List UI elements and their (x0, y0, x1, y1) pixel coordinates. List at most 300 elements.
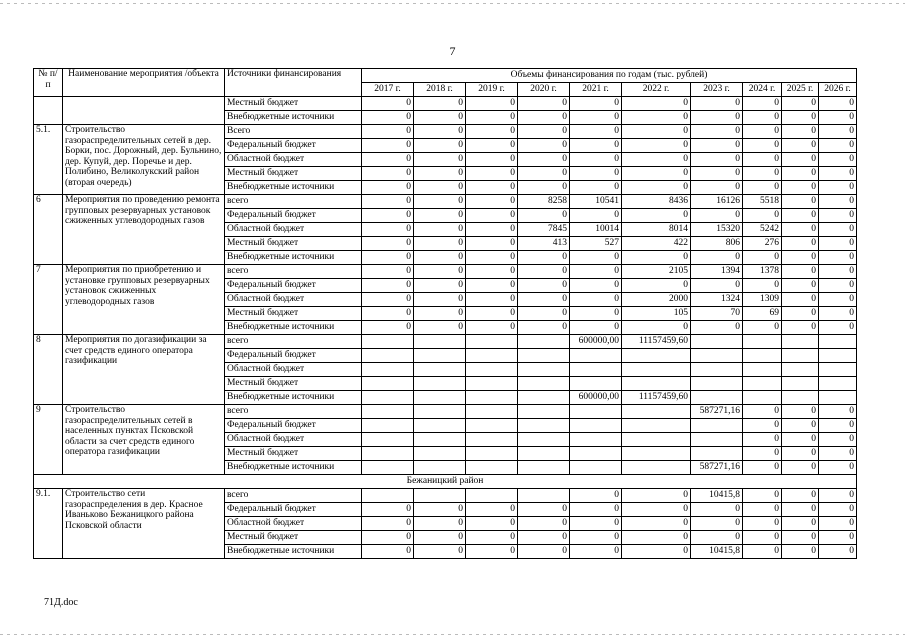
header-year: 2017 г. (362, 83, 414, 97)
amount-cell: 0 (691, 251, 743, 265)
amount-cell (622, 405, 691, 419)
amount-cell: 0 (819, 209, 857, 223)
amount-cell (782, 377, 819, 391)
amount-cell: 0 (466, 321, 518, 335)
amount-cell: 15320 (691, 223, 743, 237)
header-year: 2020 г. (518, 83, 570, 97)
amount-cell (570, 433, 622, 447)
amount-cell: 0 (362, 181, 414, 195)
item-name: Мероприятия по приобретению и установке групповых резервуарных установок сжиженных углеводородных газов (63, 265, 225, 335)
financing-table (33, 68, 857, 559)
amount-cell: 0 (466, 265, 518, 279)
header-year: 2024 г. (743, 83, 782, 97)
amount-cell (518, 419, 570, 433)
amount-cell: 0 (743, 181, 782, 195)
amount-cell: 0 (782, 125, 819, 139)
amount-cell: 0 (782, 223, 819, 237)
amount-cell (570, 349, 622, 363)
amount-cell: 0 (518, 293, 570, 307)
amount-cell: 0 (622, 181, 691, 195)
amount-cell: 0 (622, 321, 691, 335)
amount-cell: 0 (622, 251, 691, 265)
funding-source: Федеральный бюджет (225, 419, 362, 433)
amount-cell: 0 (362, 223, 414, 237)
amount-cell: 0 (362, 167, 414, 181)
amount-cell: 0 (782, 139, 819, 153)
amount-cell (782, 363, 819, 377)
amount-cell: 0 (819, 531, 857, 545)
amount-cell: 0 (466, 545, 518, 559)
amount-cell: 0 (782, 419, 819, 433)
amount-cell: 1324 (691, 293, 743, 307)
funding-source: Местный бюджет (225, 377, 362, 391)
amount-cell: 0 (743, 503, 782, 517)
amount-cell: 0 (622, 111, 691, 125)
amount-cell: 0 (414, 531, 466, 545)
amount-cell: 0 (414, 265, 466, 279)
amount-cell: 5242 (743, 223, 782, 237)
amount-cell: 0 (466, 195, 518, 209)
amount-cell (518, 489, 570, 503)
item-number: 7 (34, 265, 63, 335)
amount-cell (362, 489, 414, 503)
amount-cell (518, 405, 570, 419)
amount-cell: 0 (466, 97, 518, 111)
amount-cell (819, 363, 857, 377)
amount-cell: 0 (782, 405, 819, 419)
amount-cell: 0 (518, 97, 570, 111)
amount-cell (362, 391, 414, 405)
amount-cell: 0 (782, 181, 819, 195)
amount-cell: 0 (743, 405, 782, 419)
header-source: Источники финансирования (225, 69, 362, 97)
amount-cell (466, 391, 518, 405)
amount-cell (414, 447, 466, 461)
amount-cell: 0 (819, 181, 857, 195)
amount-cell: 0 (622, 517, 691, 531)
amount-cell: 0 (466, 111, 518, 125)
amount-cell: 10415,8 (691, 489, 743, 503)
header-year: 2019 г. (466, 83, 518, 97)
amount-cell: 0 (782, 111, 819, 125)
header-year: 2023 г. (691, 83, 743, 97)
funding-source: всего (225, 265, 362, 279)
header-row-1 (34, 69, 857, 83)
amount-cell (622, 447, 691, 461)
amount-cell: 0 (819, 293, 857, 307)
amount-cell: 0 (414, 237, 466, 251)
amount-cell: 0 (362, 293, 414, 307)
amount-cell: 0 (570, 97, 622, 111)
amount-cell (691, 335, 743, 349)
district-row (34, 475, 857, 489)
amount-cell: 0 (743, 419, 782, 433)
amount-cell: 0 (570, 209, 622, 223)
funding-source: всего (225, 489, 362, 503)
table-row (34, 335, 857, 349)
amount-cell: 0 (743, 461, 782, 475)
item-number: 6 (34, 195, 63, 265)
funding-source: Внебюджетные источники (225, 545, 362, 559)
amount-cell: 8014 (622, 223, 691, 237)
amount-cell: 0 (782, 461, 819, 475)
amount-cell: 0 (570, 279, 622, 293)
item-name: Мероприятия по догазификации за счет средств единого оператора газификации (63, 335, 225, 405)
amount-cell: 0 (570, 517, 622, 531)
amount-cell: 0 (622, 125, 691, 139)
amount-cell (743, 363, 782, 377)
amount-cell (466, 335, 518, 349)
funding-source: Федеральный бюджет (225, 279, 362, 293)
amount-cell (622, 363, 691, 377)
amount-cell: 0 (782, 153, 819, 167)
amount-cell: 0 (819, 251, 857, 265)
amount-cell: 0 (782, 307, 819, 321)
amount-cell: 0 (819, 97, 857, 111)
amount-cell: 0 (362, 153, 414, 167)
amount-cell: 0 (362, 503, 414, 517)
amount-cell (362, 405, 414, 419)
amount-cell: 0 (622, 545, 691, 559)
amount-cell: 0 (362, 237, 414, 251)
amount-cell: 0 (570, 503, 622, 517)
amount-cell: 0 (819, 265, 857, 279)
amount-cell (819, 349, 857, 363)
amount-cell: 0 (466, 279, 518, 293)
amount-cell: 0 (414, 153, 466, 167)
item-name: Мероприятия по проведению ремонта групповых резервуарных установок сжиженных углеводородных газов (63, 195, 225, 265)
item-number: 5.1. (34, 125, 63, 195)
amount-cell: 69 (743, 307, 782, 321)
amount-cell: 7845 (518, 223, 570, 237)
amount-cell: 10415,8 (691, 545, 743, 559)
funding-source: Местный бюджет (225, 237, 362, 251)
amount-cell: 0 (466, 307, 518, 321)
amount-cell: 105 (622, 307, 691, 321)
amount-cell: 0 (819, 139, 857, 153)
amount-cell (466, 363, 518, 377)
amount-cell: 0 (782, 279, 819, 293)
amount-cell: 0 (782, 209, 819, 223)
amount-cell (466, 433, 518, 447)
amount-cell: 1309 (743, 293, 782, 307)
funding-source: Областной бюджет (225, 517, 362, 531)
amount-cell: 0 (743, 97, 782, 111)
amount-cell: 0 (622, 209, 691, 223)
amount-cell: 0 (691, 111, 743, 125)
amount-cell: 0 (743, 279, 782, 293)
amount-cell (518, 461, 570, 475)
amount-cell: 0 (819, 223, 857, 237)
amount-cell: 2105 (622, 265, 691, 279)
amount-cell: 0 (570, 265, 622, 279)
item-name: Строительство газораспределительных сетей в населенных пунктах Псковской области за счет средств единого оператора газификации (63, 405, 225, 475)
amount-cell: 0 (743, 153, 782, 167)
amount-cell: 0 (518, 307, 570, 321)
amount-cell: 0 (466, 531, 518, 545)
amount-cell: 0 (819, 433, 857, 447)
amount-cell: 0 (414, 181, 466, 195)
amount-cell (414, 391, 466, 405)
amount-cell: 0 (518, 531, 570, 545)
amount-cell: 0 (782, 265, 819, 279)
amount-cell: 70 (691, 307, 743, 321)
amount-cell: 0 (518, 251, 570, 265)
amount-cell: 0 (570, 125, 622, 139)
amount-cell (743, 349, 782, 363)
funding-source: Областной бюджет (225, 433, 362, 447)
amount-cell: 0 (782, 251, 819, 265)
amount-cell: 8436 (622, 195, 691, 209)
amount-cell: 0 (362, 209, 414, 223)
amount-cell: 0 (466, 167, 518, 181)
amount-cell: 0 (819, 503, 857, 517)
amount-cell: 0 (819, 461, 857, 475)
funding-source: Внебюджетные источники (225, 321, 362, 335)
amount-cell (362, 377, 414, 391)
amount-cell: 0 (782, 545, 819, 559)
amount-cell: 1378 (743, 265, 782, 279)
amount-cell: 0 (414, 307, 466, 321)
amount-cell (414, 433, 466, 447)
amount-cell (518, 335, 570, 349)
amount-cell: 0 (414, 517, 466, 531)
amount-cell: 0 (622, 153, 691, 167)
amount-cell (691, 391, 743, 405)
amount-cell: 0 (819, 321, 857, 335)
table-row (34, 97, 857, 111)
amount-cell (414, 461, 466, 475)
amount-cell (466, 377, 518, 391)
amount-cell (782, 391, 819, 405)
amount-cell (622, 433, 691, 447)
funding-source: Областной бюджет (225, 293, 362, 307)
amount-cell: 587271,16 (691, 405, 743, 419)
amount-cell: 0 (819, 153, 857, 167)
amount-cell: 0 (466, 237, 518, 251)
amount-cell: 0 (819, 195, 857, 209)
item-number: 9.1. (34, 489, 63, 559)
amount-cell: 0 (691, 167, 743, 181)
amount-cell: 0 (362, 307, 414, 321)
amount-cell: 0 (782, 447, 819, 461)
amount-cell: 0 (518, 321, 570, 335)
amount-cell (622, 461, 691, 475)
amount-cell: 0 (743, 139, 782, 153)
amount-cell: 0 (466, 251, 518, 265)
header-num: № п/п (34, 69, 63, 97)
amount-cell: 0 (570, 251, 622, 265)
amount-cell (518, 363, 570, 377)
amount-cell: 0 (466, 209, 518, 223)
amount-cell: 0 (691, 503, 743, 517)
funding-source: Федеральный бюджет (225, 503, 362, 517)
amount-cell (691, 433, 743, 447)
funding-source: Внебюджетные источники (225, 461, 362, 475)
amount-cell: 10014 (570, 223, 622, 237)
amount-cell (362, 349, 414, 363)
amount-cell: 0 (570, 489, 622, 503)
amount-cell (819, 391, 857, 405)
amount-cell: 0 (819, 405, 857, 419)
funding-source: Федеральный бюджет (225, 139, 362, 153)
amount-cell: 0 (362, 111, 414, 125)
amount-cell: 0 (819, 237, 857, 251)
amount-cell: 0 (362, 195, 414, 209)
amount-cell: 600000,00 (570, 391, 622, 405)
amount-cell: 0 (518, 545, 570, 559)
amount-cell: 0 (518, 125, 570, 139)
amount-cell: 0 (466, 223, 518, 237)
amount-cell (622, 377, 691, 391)
amount-cell (518, 391, 570, 405)
amount-cell (362, 335, 414, 349)
amount-cell (466, 419, 518, 433)
amount-cell (743, 391, 782, 405)
amount-cell: 0 (414, 321, 466, 335)
amount-cell: 0 (743, 167, 782, 181)
amount-cell: 0 (414, 223, 466, 237)
amount-cell: 0 (622, 279, 691, 293)
amount-cell: 0 (414, 293, 466, 307)
amount-cell (691, 447, 743, 461)
amount-cell: 0 (622, 139, 691, 153)
funding-source: Всего (225, 125, 362, 139)
header-year: 2021 г. (570, 83, 622, 97)
amount-cell (622, 419, 691, 433)
amount-cell (414, 363, 466, 377)
item-name: Строительство газораспределительных сетей в дер. Борки, пос. Дорожный, дер. Бульнино, дер. Купуй, дер. Поречье и дер. Полибино, Великолукский район (вторая очередь) (63, 125, 225, 195)
amount-cell: 0 (782, 517, 819, 531)
amount-cell (466, 461, 518, 475)
amount-cell: 0 (466, 153, 518, 167)
amount-cell: 0 (819, 489, 857, 503)
table-row (34, 195, 857, 209)
amount-cell: 0 (743, 209, 782, 223)
amount-cell: 0 (691, 321, 743, 335)
funding-source: Внебюджетные источники (225, 391, 362, 405)
amount-cell: 0 (782, 433, 819, 447)
amount-cell: 0 (819, 419, 857, 433)
amount-cell: 0 (743, 447, 782, 461)
funding-source: Областной бюджет (225, 153, 362, 167)
amount-cell: 0 (819, 111, 857, 125)
amount-cell: 0 (570, 545, 622, 559)
funding-source: Местный бюджет (225, 97, 362, 111)
amount-cell: 0 (691, 531, 743, 545)
amount-cell: 0 (414, 503, 466, 517)
amount-cell: 0 (414, 125, 466, 139)
funding-source: Местный бюджет (225, 531, 362, 545)
header-year: 2018 г. (414, 83, 466, 97)
amount-cell (518, 433, 570, 447)
amount-cell (570, 405, 622, 419)
amount-cell (691, 349, 743, 363)
amount-cell: 0 (743, 517, 782, 531)
amount-cell: 0 (570, 307, 622, 321)
amount-cell: 0 (414, 111, 466, 125)
amount-cell: 0 (743, 531, 782, 545)
amount-cell: 0 (691, 517, 743, 531)
amount-cell: 276 (743, 237, 782, 251)
amount-cell (518, 447, 570, 461)
funding-source: Внебюджетные источники (225, 111, 362, 125)
amount-cell (570, 447, 622, 461)
amount-cell: 0 (782, 531, 819, 545)
amount-cell: 0 (570, 181, 622, 195)
table-row (34, 125, 857, 139)
header-volumes: Объемы финансирования по годам (тыс. рублей) (362, 69, 857, 83)
amount-cell: 0 (362, 321, 414, 335)
amount-cell (414, 349, 466, 363)
amount-cell: 0 (819, 279, 857, 293)
amount-cell: 0 (518, 279, 570, 293)
amount-cell: 11157459,60 (622, 335, 691, 349)
funding-source: всего (225, 195, 362, 209)
amount-cell (570, 461, 622, 475)
amount-cell: 0 (466, 139, 518, 153)
amount-cell (622, 349, 691, 363)
amount-cell (782, 335, 819, 349)
amount-cell: 0 (414, 139, 466, 153)
amount-cell: 0 (466, 181, 518, 195)
amount-cell: 0 (570, 293, 622, 307)
header-year: 2026 г. (819, 83, 857, 97)
amount-cell: 0 (782, 237, 819, 251)
amount-cell: 0 (819, 125, 857, 139)
amount-cell: 0 (782, 167, 819, 181)
table-row (34, 405, 857, 419)
amount-cell: 0 (819, 517, 857, 531)
table-row (34, 265, 857, 279)
amount-cell: 0 (466, 517, 518, 531)
amount-cell (414, 335, 466, 349)
amount-cell: 5518 (743, 195, 782, 209)
funding-source: Внебюджетные источники (225, 251, 362, 265)
funding-source: Федеральный бюджет (225, 209, 362, 223)
amount-cell: 0 (362, 139, 414, 153)
amount-cell: 0 (743, 489, 782, 503)
amount-cell: 0 (414, 167, 466, 181)
amount-cell (518, 377, 570, 391)
funding-source: Местный бюджет (225, 307, 362, 321)
amount-cell: 0 (782, 293, 819, 307)
amount-cell: 0 (518, 517, 570, 531)
amount-cell: 0 (691, 181, 743, 195)
scan-edge-bottom (0, 634, 905, 635)
amount-cell: 0 (819, 167, 857, 181)
amount-cell (466, 447, 518, 461)
amount-cell (819, 377, 857, 391)
funding-source: Внебюджетные источники (225, 181, 362, 195)
amount-cell (819, 335, 857, 349)
amount-cell (691, 363, 743, 377)
amount-cell: 0 (743, 251, 782, 265)
amount-cell: 806 (691, 237, 743, 251)
page-number: 7 (449, 44, 456, 58)
amount-cell (466, 349, 518, 363)
amount-cell: 0 (414, 279, 466, 293)
amount-cell (518, 349, 570, 363)
amount-cell: 0 (518, 209, 570, 223)
item-number (34, 97, 63, 125)
item-name (63, 97, 225, 125)
amount-cell (782, 349, 819, 363)
amount-cell: 413 (518, 237, 570, 251)
amount-cell: 0 (518, 181, 570, 195)
amount-cell: 0 (691, 153, 743, 167)
table-row (34, 489, 857, 503)
